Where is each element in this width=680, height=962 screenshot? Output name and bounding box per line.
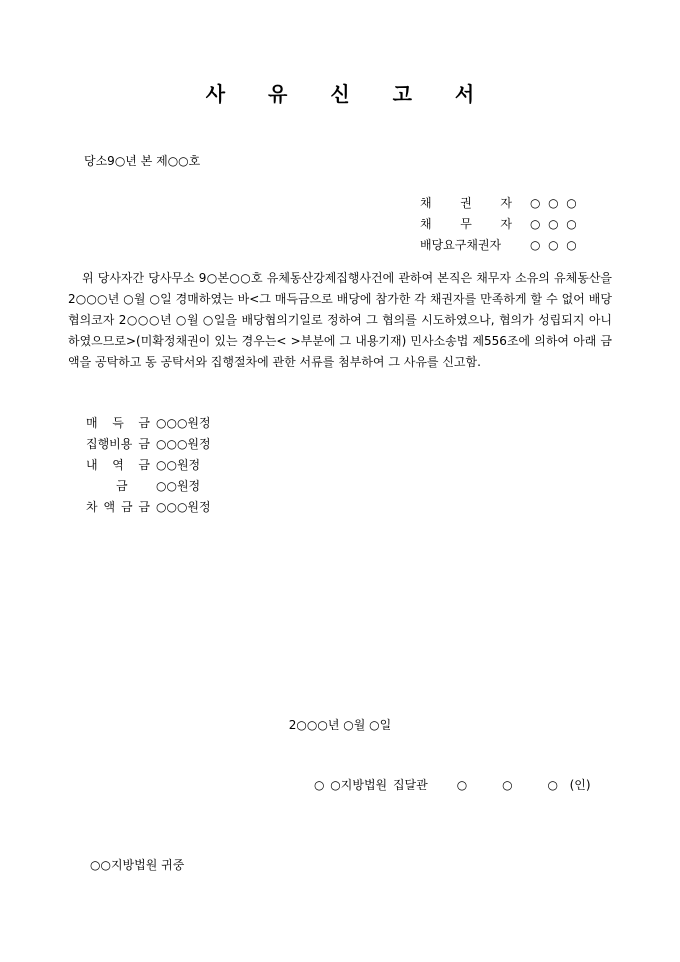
party-label: 배당요구채권자	[420, 238, 502, 252]
party-row-creditor	[420, 192, 577, 213]
party-label: 채 권 자	[420, 196, 512, 210]
amount-label: 내 역 금	[86, 458, 150, 472]
document-number: 당소9○년 본 제○○호	[84, 154, 201, 168]
amount-row	[86, 475, 211, 496]
party-value: ○ ○ ○	[530, 216, 577, 231]
amount-list	[86, 412, 211, 517]
amount-label: 금	[116, 479, 128, 493]
party-row-debtor	[420, 213, 577, 234]
amount-value: ○○○원정	[156, 500, 211, 514]
amount-row	[86, 454, 211, 475]
party-list	[420, 192, 577, 255]
party-value: ○ ○ ○	[530, 237, 577, 252]
amount-value: ○○원정	[156, 458, 201, 472]
amount-row	[86, 496, 211, 517]
document-title: 사 유 신 고 서	[205, 82, 493, 106]
party-value: ○ ○ ○	[530, 195, 577, 210]
amount-label: 차 액 금 금	[86, 500, 150, 514]
amount-value: ○○○원정	[156, 416, 211, 430]
report-body: 위 당사자간 당사무소 9○본○○호 유체동산강제집행사건에 관하여 본직은 채무자 소유의 유체동산을 2○○○년 ○월 ○일 경매하였는 바<그 매득금으로 배당에 참가한 각 채권자를 만족하게 할 수 없어 배당협의코자 2○○○년 ○월 ○일을 배당협의기일로 정하여 그 협의를 시도하였으나, 협의가 성립되지 아니하였으므로>(미확정채권이 있는 경우는< >부분에 그 내용기재) 민사소송법 제556조에 의하여 아래 금액을 공탁하고 동 공탁서와 집행절차에 관한 서류를 첨부하여 그 사유를 신고함.	[68, 271, 612, 369]
recipient-court: ○○지방법원 귀중	[90, 858, 185, 872]
amount-value: ○○원정	[156, 479, 201, 493]
amount-value: ○○○원정	[156, 437, 211, 451]
amount-label: 매 득 금	[86, 416, 150, 430]
amount-row	[86, 433, 211, 454]
amount-label: 집행비용 금	[86, 437, 150, 451]
report-date: 2○○○년 ○월 ○일	[288, 718, 392, 732]
party-label: 채 무 자	[420, 217, 512, 231]
amount-row	[86, 412, 211, 433]
officer-signature-line: ○ ○지방법원 집달관 ○ ○ ○ (인)	[314, 778, 591, 792]
party-row-dividend-claimant	[420, 234, 577, 255]
